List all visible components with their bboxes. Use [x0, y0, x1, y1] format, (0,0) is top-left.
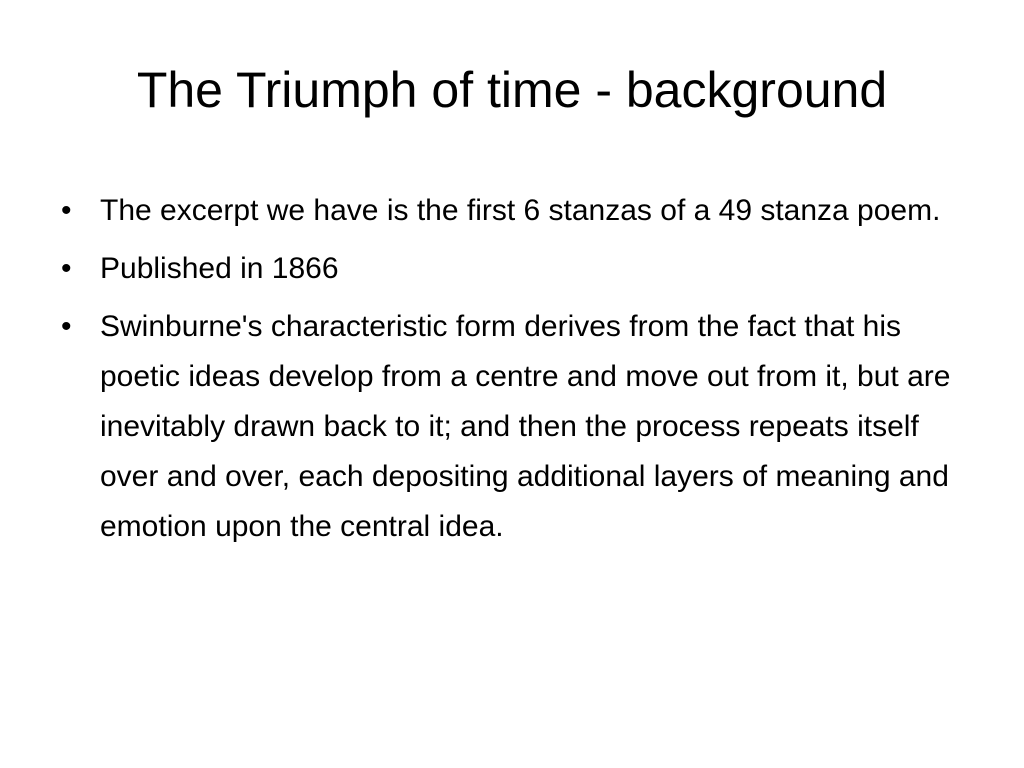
bullet-icon: •	[61, 310, 72, 343]
bullet-item-published	[56, 244, 966, 294]
bullet-item-form	[56, 302, 966, 552]
bullet-text-published: Published in 1866	[100, 252, 339, 285]
slide-title: The Triumph of time - background	[136, 62, 888, 118]
bullet-icon: •	[61, 194, 72, 227]
bullet-item-excerpt	[56, 186, 966, 236]
bullet-list	[56, 186, 966, 560]
bullet-text-excerpt: The excerpt we have is the first 6 stanzas of a 49 stanza poem.	[100, 194, 941, 227]
bullet-icon: •	[61, 252, 72, 285]
bullet-text-form: Swinburne's characteristic form derives from the fact that his poetic ideas develop from a centre and move out from it, but are inevitably drawn back to it; and then the process repeats itself over and over, each depositing additional layers of meaning and emotion upon the central idea.	[100, 310, 951, 543]
